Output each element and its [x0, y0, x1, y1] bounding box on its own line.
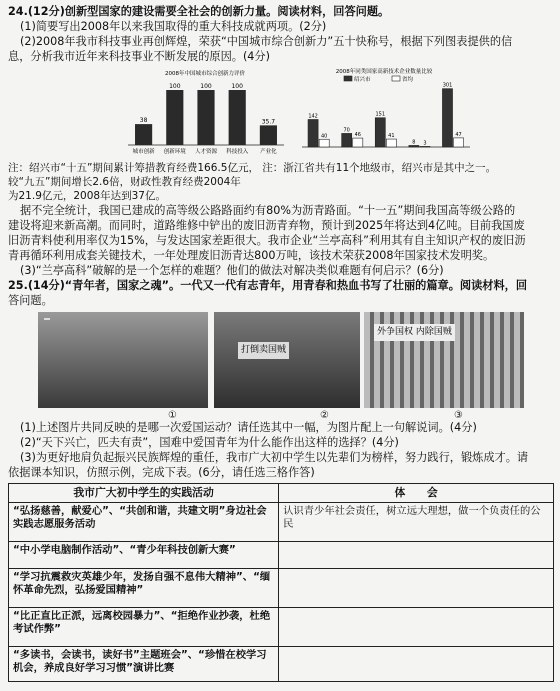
q25-sub1: (1)上述图片共同反映的是哪一次爱国运动？请任选其中一幅，为图片配上一句解说词。(4分) — [20, 421, 477, 434]
q24-note-line3: 为21.9亿元，2008年达到37亿。 — [8, 190, 166, 202]
table-row — [9, 647, 554, 682]
chart-2-legend-label: 绍兴市 — [354, 77, 371, 83]
table-header-activity: 我市广大初中学生的实践活动 — [9, 484, 279, 503]
chart-2-legend-label: 省均 — [402, 77, 414, 83]
charts-region — [8, 67, 554, 159]
chart-2-value-label: 41 — [388, 133, 395, 140]
chart-1-category-label: 人才资源 — [194, 149, 218, 155]
chart-2-bar — [342, 133, 352, 147]
q25-heading: 25.(14分)“青年者，国家之魂”。一代又一代有志青年，用青春和热血书写了壮丽的篇章。阅读材料，回 — [8, 279, 528, 292]
chart-2-title: 2008年同类国家高新技术企业数量比较 — [335, 69, 433, 75]
table-row — [9, 569, 554, 608]
activity-cell: “多读书，会读书，读好书”主题班会”、“珍惜在校学习机会，养成良好学习习惯”演讲比赛 — [9, 647, 279, 682]
q24-para-line4: 青再循环利用成套关键技术，一年处理废旧沥青达800万吨，该技术荣获2008年国家技术发明奖。 — [8, 249, 495, 262]
q24-note-line1: 注：绍兴市“十五”期间累计筹措教育经费166.5亿元， 注：浙江省共有11个地级市，绍兴市是其中之一。 — [8, 162, 497, 174]
exam-page — [8, 4, 554, 682]
photo-1 — [38, 312, 208, 408]
q24-heading: 24.(12分)创新型国家的建设需要全社会的创新力量。阅读材料，回答问题。 — [8, 5, 390, 18]
photo-strip — [8, 312, 554, 420]
q25-sub3-line2: 依据课本知识，仿照示例，完成下表。(6分，请任选三格作答) — [8, 466, 315, 479]
q25-sub3-line1: (3)为更好地肩负起振兴民族辉煌的重任，我市广大初中学生以先辈们为榜样，努力践行，锻炼成才。请 — [20, 451, 529, 464]
chart-1-value-label: 100 — [231, 83, 243, 90]
chart-2-value-label: 301 — [442, 82, 453, 89]
chart-1-value-label: 100 — [169, 83, 181, 90]
chart-1-bar — [260, 125, 277, 145]
photo-3 — [364, 312, 524, 408]
chart-2-legend-swatch — [392, 76, 400, 81]
insight-cell-answer[interactable] — [279, 608, 554, 647]
chart-2-bar — [420, 146, 430, 147]
insight-cell-answer[interactable] — [279, 542, 554, 569]
photo-3-caption: 外争国权 内除国贼 — [374, 324, 455, 341]
insight-cell-answer[interactable] — [279, 569, 554, 608]
table-header-row — [9, 484, 554, 503]
chart-2-bar — [442, 89, 452, 147]
chart-2-svg — [294, 67, 474, 157]
table-header-insight: 体 会 — [279, 484, 554, 503]
chart-2-legend-swatch — [344, 76, 352, 81]
q25-sub2: (2)“天下兴亡，匹夫有责”，国难中爱国青年为什么能作出这样的选择？(4分) — [20, 436, 399, 449]
activity-cell: “比正直比正派，远离校园暴力”、“拒绝作业抄袭，杜绝考试作弊” — [9, 608, 279, 647]
q24-para-line2: 建设将迎来新高潮。而同时，道路维修中铲出的废旧沥青弃物，预计到2025年将达到4亿吨。目前我国废 — [8, 219, 525, 232]
chart-1 — [120, 67, 290, 157]
photo-number-1: ① — [168, 410, 177, 421]
photo-1-caption — [44, 318, 50, 320]
chart-2-bar — [386, 139, 396, 147]
photo-number-3: ③ — [454, 410, 463, 421]
chart-1-category-label: 城市创新 — [132, 149, 155, 155]
chart-2 — [294, 67, 474, 157]
activity-cell: “弘扬慈善，献爱心”、“共创和谐，共建文明”身边社会实践志愿服务活动 — [9, 503, 279, 542]
chart-2-bar — [353, 138, 363, 147]
insight-cell: 认识青少年社会责任，树立远大理想，做一个负责任的公民 — [279, 503, 554, 542]
chart-2-bar — [308, 119, 318, 147]
chart-2-bar — [454, 138, 464, 147]
chart-2-value-label: 70 — [343, 127, 350, 134]
chart-1-value-label: 35.7 — [261, 118, 276, 126]
chart-2-value-label: 151 — [375, 111, 386, 118]
q24-sub3: (3)“兰亭高科”破解的是一个怎样的难题？他们的做法对解决类似难题有何启示？(6分) — [20, 264, 444, 277]
chart-2-value-label: 3 — [423, 140, 427, 147]
q24-para-line1: 据不完全统计，我国已建成的高等级公路路面约有80%为沥青路面。“十一五”期间我国高等级公路的 — [20, 204, 516, 217]
chart-1-category-label: 科技投入 — [226, 149, 249, 155]
chart-1-category-label: 创新环境 — [163, 149, 186, 155]
chart-2-bar — [409, 145, 419, 147]
insight-cell-answer[interactable] — [279, 647, 554, 682]
chart-2-value-label: 46 — [354, 132, 361, 139]
table-row — [9, 542, 554, 569]
activity-cell: “中小学电脑制作活动”、“青少年科技创新大赛” — [9, 542, 279, 569]
q24-para-line3: 旧沥青料使利用率仅为15%，与发达国家差距很大。我市企业“兰亭高科”利用其有自主知识产权的废旧沥 — [8, 234, 526, 247]
photo-2 — [214, 312, 360, 408]
chart-1-bar — [229, 90, 246, 145]
chart-1-title: 2008年中国城市综合创新力评价 — [165, 71, 245, 77]
practice-table — [8, 483, 554, 682]
q24-note-line2: 较“九五”期间增长2.6倍，财政性教育经费2004年 — [8, 176, 241, 188]
chart-2-bar — [375, 118, 385, 147]
chart-1-value-label: 100 — [200, 83, 212, 90]
chart-1-bar — [135, 124, 152, 145]
chart-2-bar — [319, 139, 329, 147]
chart-2-value-label: 8 — [412, 139, 416, 146]
chart-2-value-label: 142 — [308, 113, 318, 120]
q24-sub2-line2: 息，分析我市近年来科技事业不断发展的原因。(4分) — [8, 50, 270, 63]
photo-2-caption: 打倒卖国贼 — [238, 342, 289, 359]
q24-sub1: (1)简要写出2008年以来我国取得的重大科技成就两项。(2分) — [20, 20, 327, 33]
q25-heading-line2: 答问题。 — [8, 294, 53, 307]
table-row — [9, 503, 554, 542]
table-row — [9, 608, 554, 647]
photo-number-2: ② — [320, 410, 329, 421]
chart-2-value-label: 47 — [455, 131, 462, 138]
chart-1-bar — [166, 90, 183, 145]
chart-2-value-label: 40 — [320, 133, 328, 140]
chart-1-svg — [120, 67, 290, 157]
chart-1-bar — [197, 90, 214, 145]
q24-sub2-line1: (2)2008年我市科技事业再创辉煌，荣获“中国城市综合创新力”五十快称号，根据下列图表提供的信 — [20, 35, 513, 48]
chart-1-value-label: 38 — [139, 117, 148, 125]
activity-cell: “学习抗震救灾英雄少年，发扬自强不息伟大精神”、“缅怀革命先烈，弘扬爱国精神” — [9, 569, 279, 608]
chart-1-category-label: 产业化 — [260, 149, 277, 155]
